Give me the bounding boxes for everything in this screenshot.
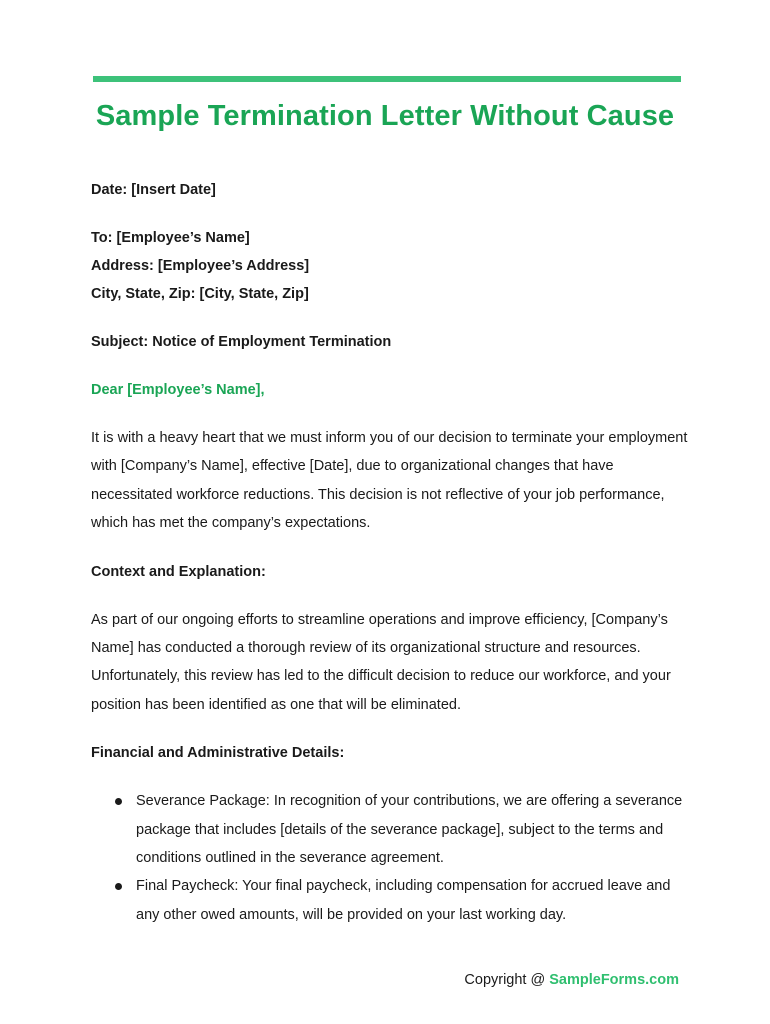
bullet-icon <box>115 798 122 805</box>
spacer <box>91 308 691 328</box>
letter-body <box>91 176 691 929</box>
financial-details-list <box>91 787 691 929</box>
recipient-name-line: To: [Employee’s Name] <box>91 230 250 246</box>
financial-heading: Financial and Administrative Details: <box>91 745 345 762</box>
subject-line: Subject: Notice of Employment Termination <box>91 334 392 350</box>
salutation: Dear [Employee’s Name], <box>91 382 265 398</box>
list-item <box>91 872 691 929</box>
spacer <box>91 356 691 376</box>
list-item <box>91 787 691 872</box>
brand-link[interactable]: SampleForms.com <box>549 972 679 988</box>
date-line: Date: [Insert Date] <box>91 182 216 198</box>
spacer <box>91 586 691 606</box>
copyright-footer <box>464 972 679 988</box>
copyright-text: Copyright @ <box>464 972 550 988</box>
header-rule <box>93 76 681 82</box>
spacer <box>91 719 691 739</box>
list-item-text: Final Paycheck: Your final paycheck, including compensation for accrued leave and any other owed amounts, will be provided on your last working day. <box>136 878 671 923</box>
list-item-text: Severance Package: In recognition of your contributions, we are offering a severance package that includes [details of the severance package], subject to the terms and conditions outlined in the severance agreement. <box>136 793 683 867</box>
context-paragraph: As part of our ongoing efforts to streamline operations and improve efficiency, [Company’s Name] has conducted a thorough review of its organizational structure and resources. Unfortunately, this review has led to the difficult decision to reduce our workforce, and your position has been identified as one that will be eliminated. <box>91 611 671 713</box>
spacer <box>91 404 691 424</box>
context-heading: Context and Explanation: <box>91 563 266 580</box>
recipient-address-line: Address: [Employee’s Address] <box>91 258 310 274</box>
intro-paragraph: It is with a heavy heart that we must inform you of our decision to terminate your employment with [Company’s Name], effective [Date], due to organizational changes that have necessitated workforce reductions. This decision is not reflective of your job performance, which has met the company’s expectations. <box>91 430 688 532</box>
bullet-icon <box>115 883 122 890</box>
document-title: Sample Termination Letter Without Cause <box>95 100 675 132</box>
spacer <box>91 204 691 224</box>
spacer <box>91 767 691 787</box>
spacer <box>91 538 691 558</box>
recipient-city-line: City, State, Zip: [City, State, Zip] <box>91 286 309 302</box>
